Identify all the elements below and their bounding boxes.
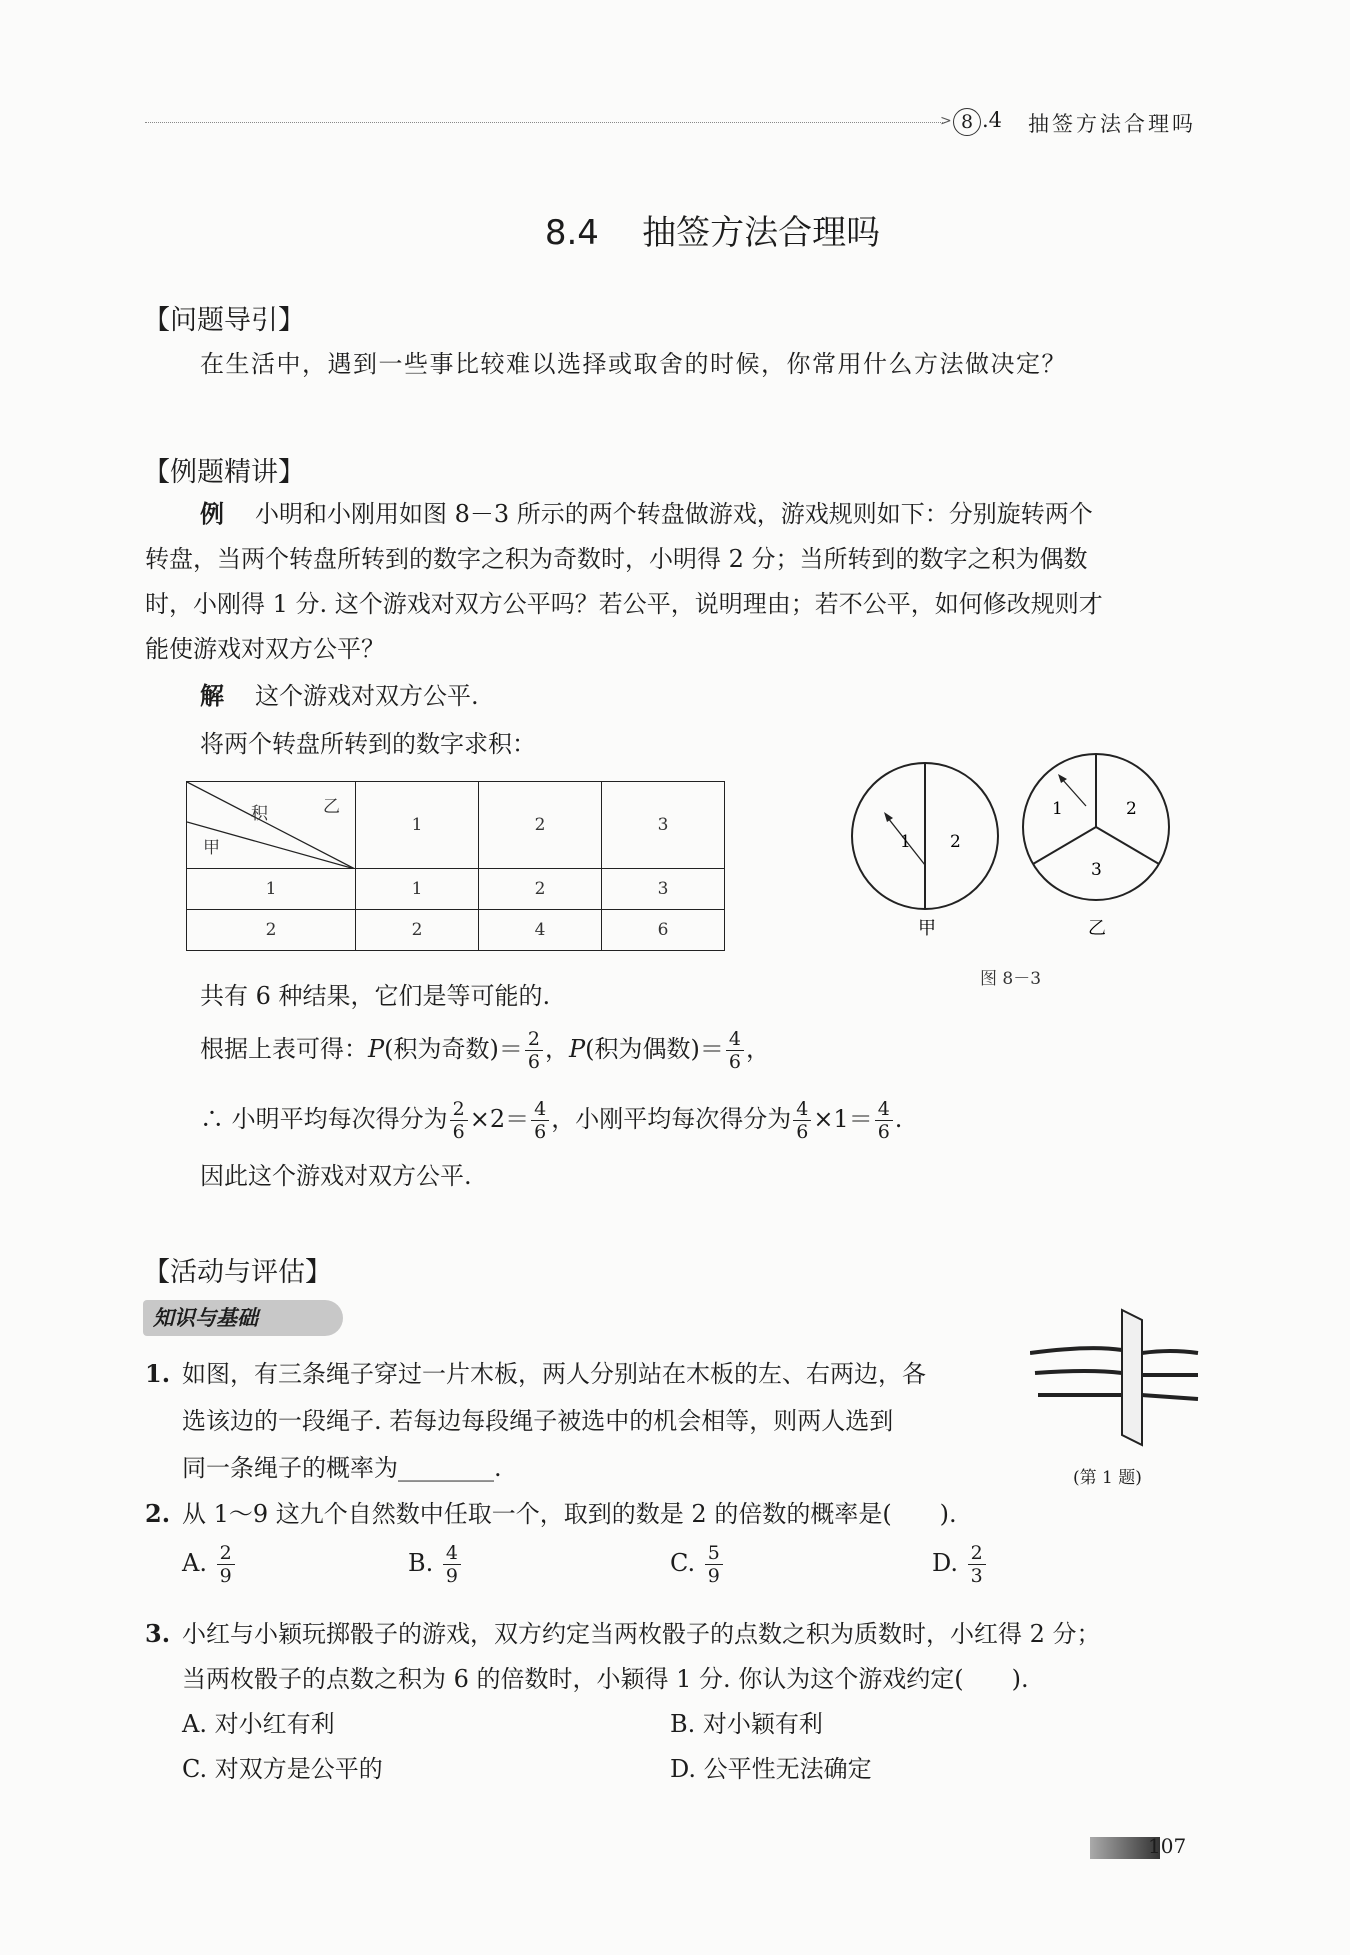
q1-line-3: 同一条绳子的概率为________. bbox=[182, 1454, 502, 1482]
p-odd-label: (积为奇数)＝ bbox=[384, 1035, 523, 1063]
table-cell: 2 bbox=[479, 869, 602, 910]
spinners-figure bbox=[840, 748, 1200, 948]
p-letter: P bbox=[368, 1035, 385, 1063]
example-line-4: 能使游戏对双方公平？ bbox=[145, 635, 385, 663]
result-line-1: 共有 6 种结果，它们是等可能的. bbox=[200, 982, 551, 1010]
q2-option-d[interactable]: D. $\frac{2}{3}$ bbox=[932, 1542, 988, 1587]
activity-heading: 【活动与评估】 bbox=[143, 1257, 332, 1288]
spinner-b-number: 2 bbox=[1126, 799, 1137, 819]
example-label: 例 bbox=[200, 499, 224, 528]
header-section-title: 抽签方法合理吗 bbox=[1028, 112, 1196, 136]
conclusion-line: 因此这个游戏对双方公平. bbox=[200, 1162, 472, 1190]
q1-line-1: 如图，有三条绳子穿过一片木板，两人分别站在木板的左、右两边，各 bbox=[182, 1360, 926, 1388]
example-line-3: 时，小刚得 1 分. 这个游戏对双方公平吗？若公平，说明理由；若不公平，如何修改规则才 bbox=[145, 590, 1103, 618]
page-title: 8.4 抽签方法合理吗 bbox=[544, 213, 881, 253]
therefore-text: ∴ 小明平均每次得分为 bbox=[200, 1105, 448, 1133]
solution-line-2: 将两个转盘所转到的数字求积： bbox=[200, 730, 536, 758]
times-two: ×2＝ bbox=[469, 1105, 530, 1133]
corner-a-label: 甲 bbox=[203, 838, 220, 858]
question-number: 3. bbox=[145, 1619, 171, 1648]
table-cell: 1 bbox=[356, 869, 479, 910]
q3-line-1: 小红与小颖玩掷骰子的游戏，双方约定当两枚骰子的点数之积为质数时，小红得 2 分； bbox=[182, 1620, 1101, 1648]
header-section-number: .4 bbox=[982, 108, 1003, 132]
table-cell: 2 bbox=[356, 910, 479, 951]
fraction-4-6: $\frac{4}{6}$ bbox=[793, 1098, 811, 1143]
solution-line-1: 这个游戏对双方公平. bbox=[255, 682, 479, 710]
q1-line-2: 选该边的一段绳子. 若每边每段绳子被选中的机会相等，则两人选到 bbox=[182, 1407, 894, 1435]
table-col-header: 1 bbox=[356, 782, 479, 869]
example-line-2: 转盘，当两个转盘所转到的数字之积为奇数时，小明得 2 分；当所转到的数字之积为偶数 bbox=[145, 545, 1088, 573]
spinner-b-number: 1 bbox=[1052, 799, 1063, 819]
q1-figure-caption: (第 1 题) bbox=[1073, 1468, 1142, 1488]
product-table bbox=[186, 781, 725, 951]
example-heading: 【例题精讲】 bbox=[143, 457, 305, 488]
problem-guide-text: 在生活中，遇到一些事比较难以选择或取舍的时候，你常用什么方法做决定？ bbox=[200, 350, 1067, 378]
result-prefix: 根据上表可得： bbox=[200, 1035, 368, 1063]
chapter-circle: 8 bbox=[953, 108, 981, 136]
corner-product-label: 积 bbox=[251, 804, 268, 824]
solution-label: 解 bbox=[200, 681, 224, 710]
fraction-4-6: $\frac{4}{6}$ bbox=[875, 1098, 893, 1143]
header-arrow-icon: > bbox=[940, 113, 952, 129]
p-even-label: (积为偶数)＝ bbox=[585, 1035, 724, 1063]
table-cell: 4 bbox=[479, 910, 602, 951]
result-line-2: 根据上表可得：P(积为奇数)＝ $\frac{2}{6}$ ，P(积为偶数)＝ $\frac{4}{6}$ ， bbox=[200, 1028, 770, 1073]
q2-option-c[interactable]: C. $\frac{5}{9}$ bbox=[670, 1542, 725, 1587]
p-letter: P bbox=[568, 1035, 586, 1063]
spinner-a-number: 1 bbox=[900, 832, 911, 852]
table-row bbox=[187, 910, 725, 951]
figure-caption: 图 8－3 bbox=[980, 969, 1042, 989]
q3-option-b[interactable]: B. 对小颖有利 bbox=[670, 1710, 823, 1738]
q3-option-d[interactable]: D. 公平性无法确定 bbox=[670, 1755, 872, 1783]
table-corner-cell bbox=[187, 782, 356, 869]
q3-option-c[interactable]: C. 对双方是公平的 bbox=[182, 1755, 383, 1783]
q2-option-b[interactable]: B. $\frac{4}{9}$ bbox=[408, 1542, 463, 1587]
therefore-line: ∴ 小明平均每次得分为 $\frac{2}{6}$ ×2＝ $\frac{4}{6}$ ，小刚平均每次得分为 $\frac{4}{6}$ ×1＝ $\frac{4}{6}$ . bbox=[200, 1098, 903, 1143]
spinner-b-number: 3 bbox=[1091, 860, 1102, 880]
fraction-4-6: $\frac{4}{6}$ bbox=[726, 1028, 744, 1073]
fraction-2-6: $\frac{2}{6}$ bbox=[525, 1028, 543, 1073]
q2-option-a[interactable]: A. $\frac{2}{9}$ bbox=[182, 1542, 237, 1587]
xiaogang-text: ，小刚平均每次得分为 bbox=[551, 1105, 792, 1133]
times-one: ×1＝ bbox=[813, 1105, 873, 1133]
table-cell: 6 bbox=[602, 910, 725, 951]
table-row bbox=[187, 869, 725, 910]
table-col-header: 2 bbox=[479, 782, 602, 869]
spinner-a-label: 甲 bbox=[918, 918, 936, 939]
question-number: 2. bbox=[145, 1499, 171, 1528]
fraction-4-6: $\frac{4}{6}$ bbox=[531, 1098, 549, 1143]
spinner-a-number: 2 bbox=[950, 832, 961, 852]
spinner-b-label: 乙 bbox=[1088, 918, 1106, 939]
table-cell: 3 bbox=[602, 869, 725, 910]
table-row-header: 2 bbox=[187, 910, 356, 951]
table-row-header: 1 bbox=[187, 869, 356, 910]
example-line-1: 小明和小刚用如图 8－3 所示的两个转盘做游戏，游戏规则如下：分别旋转两个 bbox=[255, 500, 1093, 528]
q3-option-a[interactable]: A. 对小红有利 bbox=[182, 1710, 335, 1738]
fraction-2-6: $\frac{2}{6}$ bbox=[450, 1098, 468, 1143]
knowledge-badge: 知识与基础 bbox=[143, 1300, 343, 1336]
q3-line-2: 当两枚骰子的点数之积为 6 的倍数时，小颖得 1 分. 你认为这个游戏约定( ). bbox=[182, 1665, 1029, 1693]
question-number: 1. bbox=[145, 1359, 171, 1388]
spinner-a bbox=[852, 763, 998, 909]
header-rule bbox=[145, 122, 945, 123]
corner-b-label: 乙 bbox=[323, 797, 340, 817]
q2-text: 从 1～9 这九个自然数中任取一个，取到的数是 2 的倍数的概率是( ). bbox=[182, 1500, 957, 1528]
ropes-board-figure bbox=[1030, 1305, 1205, 1450]
table-col-header: 3 bbox=[602, 782, 725, 869]
page-number: 107 bbox=[1148, 1834, 1187, 1858]
problem-guide-heading: 【问题导引】 bbox=[143, 305, 305, 336]
spinner-b bbox=[1023, 754, 1169, 900]
